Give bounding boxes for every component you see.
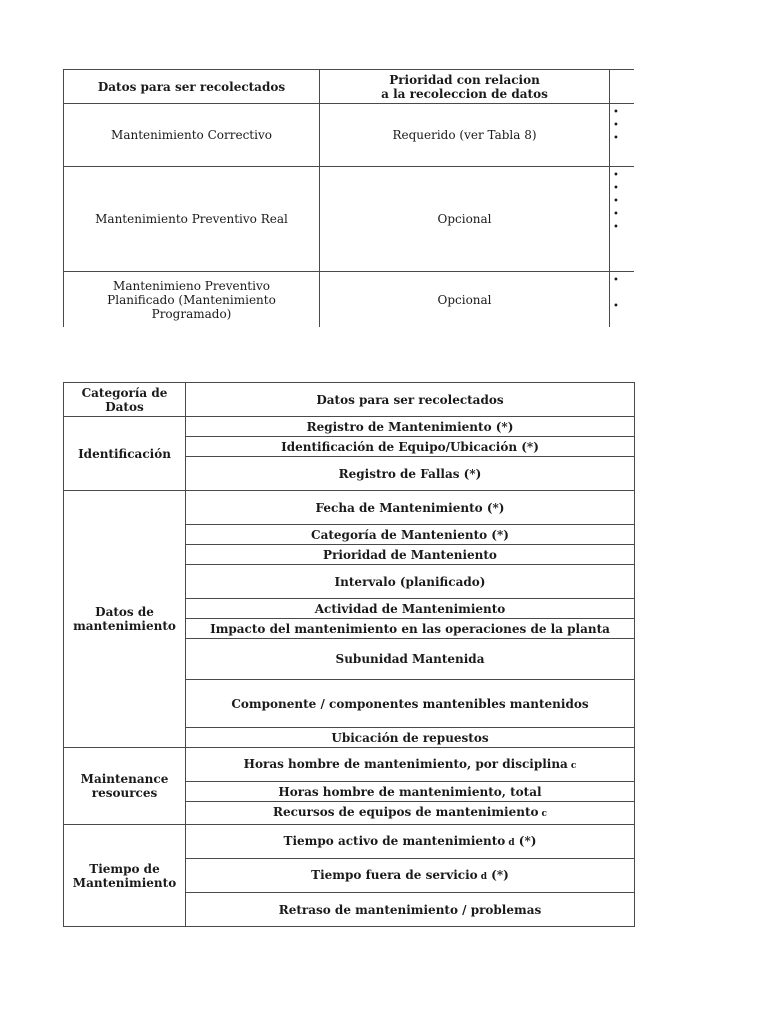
row-planned-label: Mantenimieno Preventivo Planificado (Mantenimiento Programado)	[64, 272, 320, 328]
category-maintenance-resources: Maintenance resources	[64, 748, 186, 825]
item-actividad-mantenimiento: Actividad de Mantenimiento	[186, 599, 635, 619]
item-ubicacion-repuestos: Ubicación de repuestos	[186, 728, 635, 748]
item-horas-total: Horas hombre de mantenimiento, total	[186, 782, 635, 802]
item-tiempo-activo: Tiempo activo de mantenimiento d (*)	[186, 825, 635, 859]
row-planned-priority: Opcional	[320, 272, 610, 328]
row-corrective-bullets: • • •	[610, 104, 635, 167]
row-preventive-priority: Opcional	[320, 167, 610, 272]
item-subunidad-mantenida: Subunidad Mantenida	[186, 639, 635, 680]
row-planned-bullets: • •	[610, 272, 635, 328]
row-corrective-label: Mantenimiento Correctivo	[64, 104, 320, 167]
priority-table	[63, 69, 634, 327]
category-tiempo-mantenimiento: Tiempo de Mantenimiento	[64, 825, 186, 927]
row-preventive-label: Mantenimiento Preventivo Real	[64, 167, 320, 272]
item-impacto-mantenimiento: Impacto del mantenimiento en las operaciones de la planta	[186, 619, 635, 639]
item-fecha-mantenimiento: Fecha de Mantenimiento (*)	[186, 491, 635, 525]
data-categories-table	[63, 382, 634, 927]
item-registro-fallas: Registro de Fallas (*)	[186, 457, 635, 491]
item-horas-disciplina: Horas hombre de mantenimiento, por disciplina c	[186, 748, 635, 782]
item-prioridad-manteniento: Prioridad de Manteniento	[186, 545, 635, 565]
header-priority: Prioridad con relacion a la recoleccion de datos	[320, 70, 610, 104]
item-registro-mantenimiento: Registro de Mantenimiento (*)	[186, 417, 635, 437]
row-corrective-priority: Requerido (ver Tabla 8)	[320, 104, 610, 167]
item-recursos-equipos: Recursos de equipos de mantenimiento c	[186, 802, 635, 825]
header-blank	[610, 70, 635, 104]
item-identificacion-equipo: Identificación de Equipo/Ubicación (*)	[186, 437, 635, 457]
item-componentes-mantenidos: Componente / componentes mantenibles mantenidos	[186, 680, 635, 728]
item-retraso-mantenimiento: Retraso de mantenimiento / problemas	[186, 893, 635, 927]
row-preventive-bullets: • • • • •	[610, 167, 635, 272]
item-tiempo-fuera-servicio: Tiempo fuera de servicio d (*)	[186, 859, 635, 893]
item-categoria-manteniento: Categoría de Manteniento (*)	[186, 525, 635, 545]
header-data-to-collect: Datos para ser recolectados	[64, 70, 320, 104]
category-identificacion: Identificación	[64, 417, 186, 491]
item-intervalo: Intervalo (planificado)	[186, 565, 635, 599]
header-data: Datos para ser recolectados	[186, 383, 635, 417]
category-datos-mantenimiento: Datos de mantenimiento	[64, 491, 186, 748]
header-category: Categoría de Datos	[64, 383, 186, 417]
